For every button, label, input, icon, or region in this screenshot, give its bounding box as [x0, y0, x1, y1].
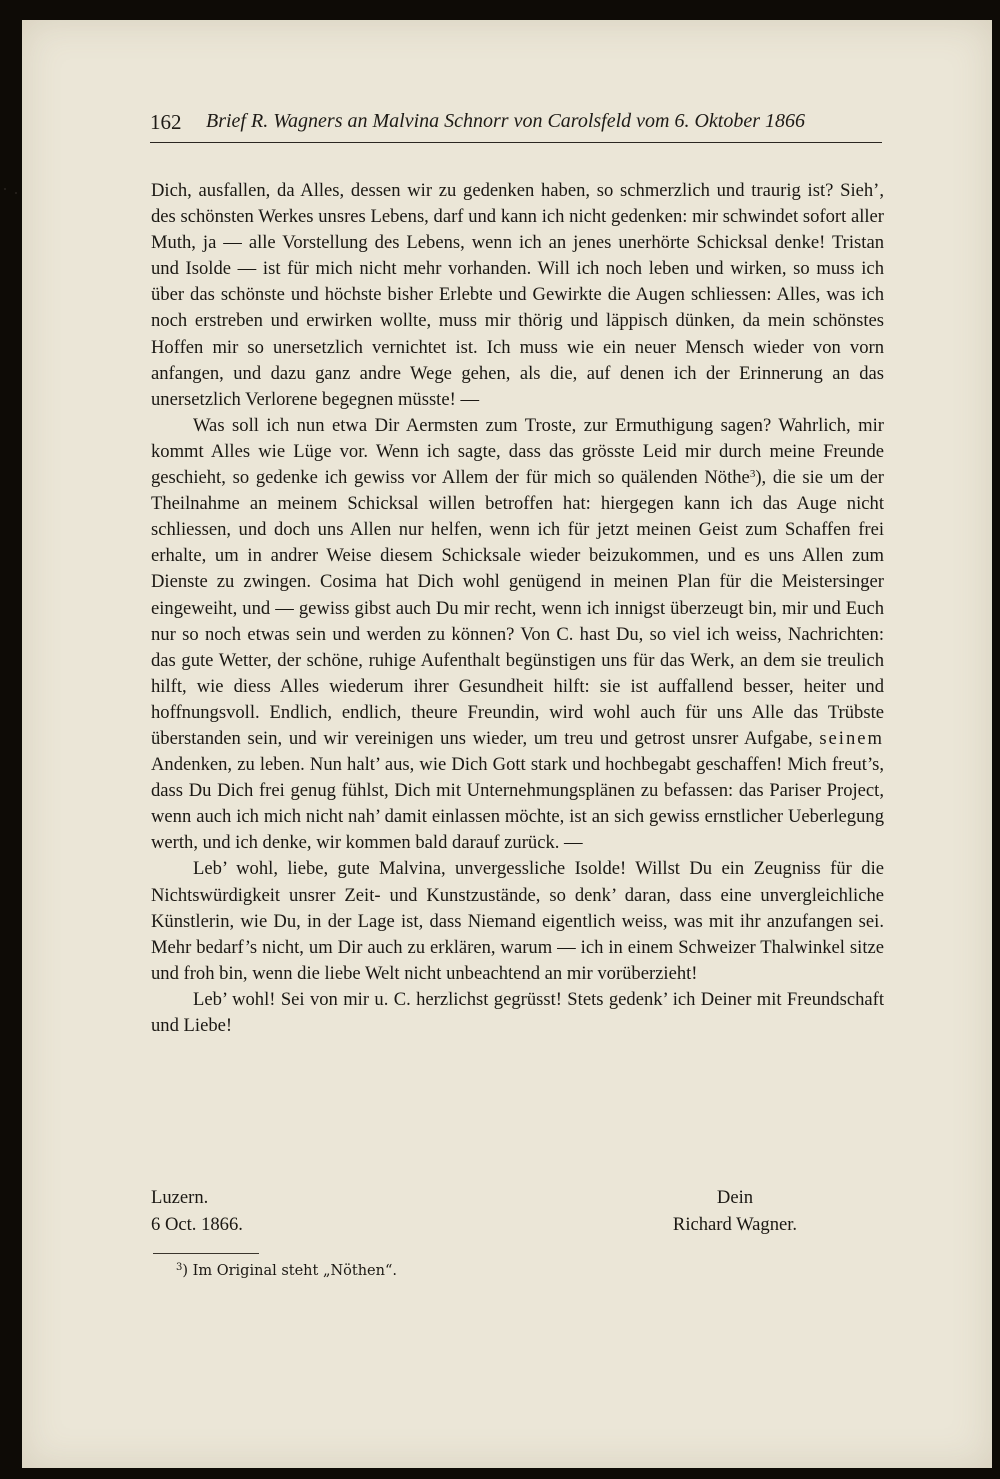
letter-closing [151, 1184, 884, 1244]
paragraph-4: Leb’ wohl! Sei von mir u. C. herzlichst gegrüsst! Stets gedenk’ ich Deiner mit Freundschaft und Liebe! [151, 988, 884, 1036]
running-title: Brief R. Wagners an Malvina Schnorr von Carolsfeld vom 6. Oktober 1866 [206, 110, 806, 132]
footnote-divider [153, 1253, 259, 1254]
place: Luzern. [151, 1187, 209, 1208]
running-header [150, 108, 882, 143]
paragraph-2-part-a: Was soll ich nun etwa Dir Aermsten zum Troste, zur Ermuthigung sagen? Wahrlich, mir kommt Alles wie Lüge vor. Wenn ich sagte, dass das grösste Leid mir durch meine Freunde geschieht, so gedenke ich gewiss vor Allem der für mich so quälenden Nöthe [151, 414, 884, 489]
letter-body [151, 178, 884, 1039]
signature: Richard Wagner. [672, 1214, 798, 1235]
place-and-date [151, 1184, 243, 1238]
paragraph-2 [151, 413, 884, 857]
footnote-reference: 3 [749, 468, 756, 481]
paragraph-2-part-b: ), die sie um der Theilnahme an meinem Schicksal willen betroffen hat: hiergegen kann ich das Auge nicht schliessen, und doch uns Allen nur helfen, wenn ich für jetzt meinen Geist zum Schaffen frei erhalte, um in andrer Weise diesem Schicksale wieder beizukommen, und es uns Allen zum Dienste zu zwingen. Cosima hat Dich wohl genügend in meinen Plan für die Meistersinger eingeweiht, und — gewiss gibst auch Du mir recht, wenn ich innigst überzeugt bin, mir und Euch nur so noch etwas sein und werden zu können? Von C. hast Du, so viel ich weiss, Nachrichten: das gute Wetter, der schöne, ruhige Aufenthalt begünstigen uns für das Werk, an dem sie treulich hilft, wie diess Alles wiederum ihrer Gesundheit hilft: sie ist auffallend besser, heiter und hoffnungsvoll. Endlich, endlich, theure Freundin, wird wohl auch für uns Alle das Trübste überstanden sein, und wir vereinigen uns wieder, um treu und getrost unsrer Aufgabe, [151, 467, 884, 749]
salutation: Dein [716, 1187, 754, 1208]
scan-dust-speck [15, 192, 17, 194]
paragraph-1: Dich, ausfallen, da Alles, dessen wir zu gedenken haben, so schmerzlich und traurig ist? Sieh’, des schönsten Werkes unsres Lebens, darf und kann ich nicht gedenken: mir schwindet sofort aller Muth, ja — alle Vorstellung des Lebens, wenn ich an jenes unerhörte Schicksal denke! Tristan und Isolde — ist für mich nicht mehr vorhanden. Will ich noch leben und wirken, so muss ich über das schönste und höchste bisher Erlebte und Gewirkte die Augen schliessen: Alles, was ich noch erstreben und erwirken wollte, muss mir thörig und läppisch dünken, da mein schönstes Hoffen mir so unersetzlich vernichtet ist. Ich muss wie ein neuer Mensch wieder von vorn anfangen, und dazu ganz andre Wege gehen, als die, auf denen ich der Erinnerung an das unersetzlich Verlorene begegnen müsste! — [151, 180, 884, 410]
footnote-text: ) Im Original steht „Nöthen“. [182, 1263, 397, 1279]
date: 6 Oct. 1866. [151, 1214, 243, 1235]
scan-dust-speck [4, 188, 6, 190]
signature-block [655, 1184, 815, 1238]
page-number: 162 [150, 110, 182, 134]
footnote [176, 1262, 397, 1279]
emphasized-word: seinem [819, 727, 884, 749]
paragraph-3: Leb’ wohl, liebe, gute Malvina, unvergessliche Isolde! Willst Du ein Zeugniss für die Nichtswürdigkeit unsrer Zeit- und Kunstzustände, so denk’ daran, dass eine unvergleichliche Künstlerin, wie Du, in der Lage ist, dass Niemand eigentlich weiss, was mit ihr anzufangen sei. Mehr bedarf’s nicht, um Dir auch zu erklären, warum — ich in einem Schweizer Thalwinkel sitze und froh bin, wenn die liebe Welt nicht unbeachtend an mir vorüberzieht! [151, 858, 884, 984]
paragraph-2-part-c: Andenken, zu leben. Nun halt’ aus, wie Dich Gott stark und hochbegabt geschaffen! Mich freut’s, dass Du Dich frei genug fühlst, Dich mit Unternehmungsplänen zu befassen: das Pariser Project, wenn auch ich mich nicht nah’ damit einlassen möchte, ist an sich gewiss ernstlicher Ueberlegung werth, und ich denke, wir kommen bald darauf zurück. — [151, 754, 884, 854]
footnote-mark: 3 [176, 1262, 183, 1273]
